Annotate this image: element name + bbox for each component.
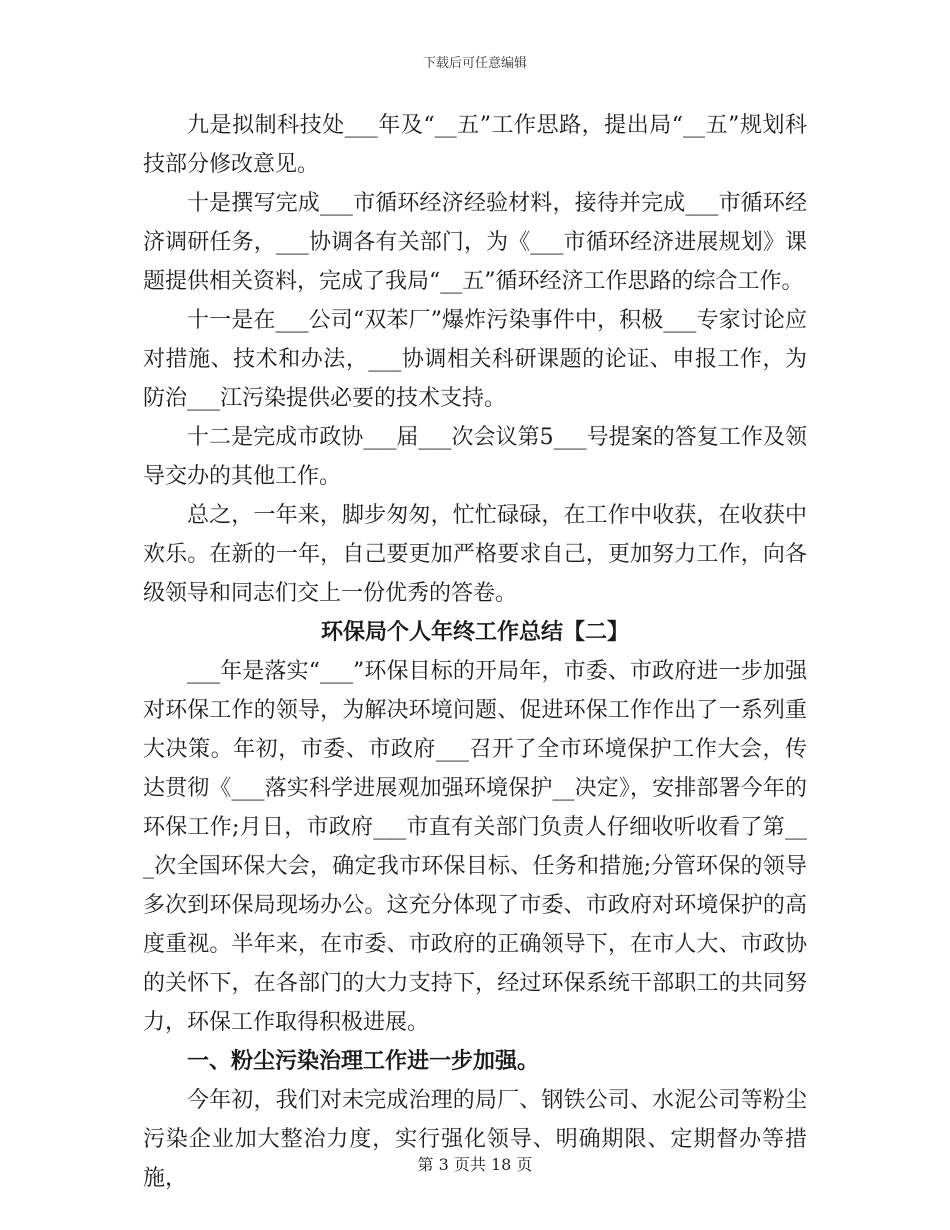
paragraph: ___年是落实“___”环保目标的开局年，市委、市政府进一步加强对环保工作的领导，为解决环境问题、促进环保工作作出了一系列重大决策。年初，市委、市政府___召开了全市环境保护工作大会，传达贯彻《___落实科学进展观加强环境保护__决定》，安排部署今年的环保工作;月日，市政府___市直有关部门负责人仔细收听收看了第___次全国环保大会，确定我市环保目标、任务和措施;分管环保的领导多次到环保局现场办公。这充分体现了市委、市政府对环境保护的高度重视。半年来，在市委、市政府的正确领导下，在市人大、市政协的关怀下，在各部门的大力支持下，经过环保系统干部职工的共同努力，环保工作取得积极进展。	[143, 659, 807, 1035]
paragraph: 今年初，我们对未完成治理的局厂、钢铁公司、水泥公司等粉尘污染企业加大整治力度，实行强化领导、明确期限、定期督办等措施，	[143, 1088, 807, 1191]
page-number: 第 3 页共 18 页	[417, 1155, 533, 1174]
paragraph: 九是拟制科技处___年及“__五”工作思路，提出局“__五”规划科技部分修改意见。	[143, 113, 807, 177]
section-title: 环保局个人年终工作总结【二】	[320, 619, 629, 645]
paragraph: 十一是在___公司“双苯厂”爆炸污染事件中，积极___专家讨论应对措施、技术和办法，___协调相关科研课题的论证、申报工作，为防治___江污染提供必要的技术支持。	[143, 308, 807, 411]
subheading: 一、粉尘污染治理工作进一步加强。	[187, 1048, 540, 1074]
paragraph: 十是撰写完成___市循环经济经验材料，接待并完成___市循环经济调研任务，___协调各有关部门，为《___市循环经济进展规划》课题提供相关资料，完成了我局“__五”循环经济工作思路的综合工作。	[143, 191, 807, 294]
paragraph: 总之，一年来，脚步匆匆，忙忙碌碌，在工作中收获，在收获中欢乐。在新的一年，自己要更加严格要求自己，更加努力工作，向各级领导和同志们交上一份优秀的答卷。	[143, 503, 807, 606]
document-body	[143, 106, 807, 1198]
header-note: 下载后可任意编辑	[422, 56, 527, 71]
paragraph: 十二是完成市政协___届___次会议第5___号提案的答复工作及领导交办的其他工作。	[143, 425, 807, 489]
